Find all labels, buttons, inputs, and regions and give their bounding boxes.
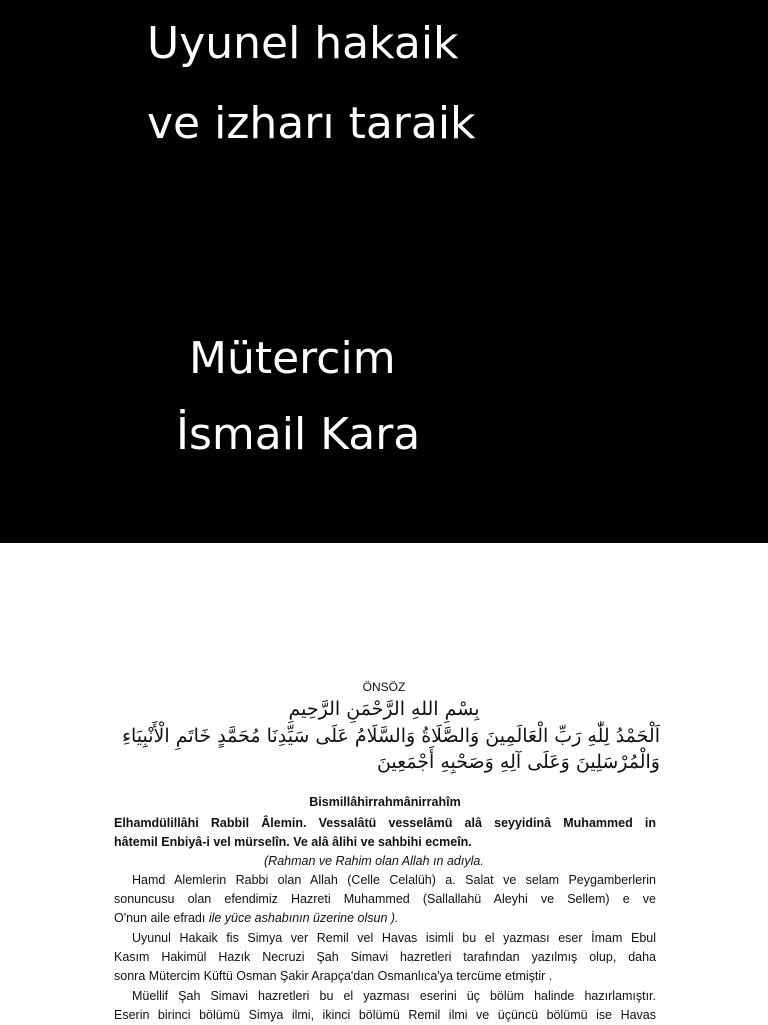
paragraph-2-line-2: Kasım Hakimül Hazık Necruzi Şah Simavi hazretleri tarafından yazılmış olup, daha — [114, 950, 656, 964]
document-page — [0, 543, 768, 1024]
hamdala-transliteration-line-2: hâtemil Enbiyâ-i vel mürselîn. Ve alâ âlihi ve sahbihi ecmeîn. — [114, 835, 472, 849]
preface-heading: ÖNSÖZ — [362, 680, 406, 694]
paragraph-1-line-1: Hamd Alemlerin Rabbi olan Allah (Celle Celalüh) a. Salat ve selam Peygamberlerin — [132, 873, 656, 887]
cover-title-line-1: Uyunel hakaik — [147, 18, 459, 69]
paragraph-2-line-1: Uyunul Hakaik fis Simya ver Remil vel Havas isimli bu el yazması eser İmam Ebul — [132, 931, 656, 945]
basmala-transliteration: Bismillâhirrahmânirrahîm — [309, 795, 461, 809]
cover-title-line-2: ve izharı taraik — [147, 98, 476, 149]
arabic-hamdala-line-1: اَلْحَمْدُ لِلّٰهِ رَبِّ الْعَالَمِينَ وَالصَّلَاةُ وَالسَّلَامُ عَلَى سَيِّدِنَا مُحَمَّدٍ خَاتَمِ الْأَنْبِيَاءِ — [122, 725, 660, 747]
paragraph-2-line-3: sonra Mütercim Küftü Osman Şakir Arapça'dan Osmanlıca'ya tercüme etmiştir . — [114, 969, 553, 983]
paragraph-1-line-3 — [114, 909, 656, 928]
translator-name: İsmail Kara — [176, 409, 421, 460]
paragraph-3-line-2: Eserin birinci bölümü Simya ilmi, ikinci bölümü Remil ilmi ve üçüncü bölümü ise Havas — [114, 1008, 656, 1022]
paragraph-1-line-3-italic: ile yüce ashabının üzerine olsun ). — [208, 911, 399, 925]
rahman-note: (Rahman ve Rahim olan Allah ın adıyla. — [264, 854, 484, 868]
arabic-hamdala-line-2: وَالْمُرْسَلِينَ وَعَلَى آلِهِ وَصَحْبِهِ أَجْمَعِينَ — [376, 751, 660, 773]
hamdala-transliteration-line-1: Elhamdülillâhi Rabbil Âlemin. Vessalâtü vesselâmü alâ seyyidinâ Muhammed in — [114, 816, 656, 830]
arabic-basmala: بِسْمِ اللهِ الرَّحْمَنِ الرَّحِيمِ — [288, 698, 480, 720]
paragraph-3-line-1: Müellif Şah Simavi hazretleri bu el yazması eserini üç bölüm halinde hazırlamıştır. — [132, 989, 656, 1003]
paragraph-1-line-2: sonuncusu olan efendimiz Hazreti Muhammed (Sallallahü Aleyhi ve Sellem) e ve — [114, 892, 656, 906]
translator-label: Mütercim — [189, 333, 396, 384]
paragraph-1-line-3-plain: O'nun aile efradı — [114, 911, 209, 925]
